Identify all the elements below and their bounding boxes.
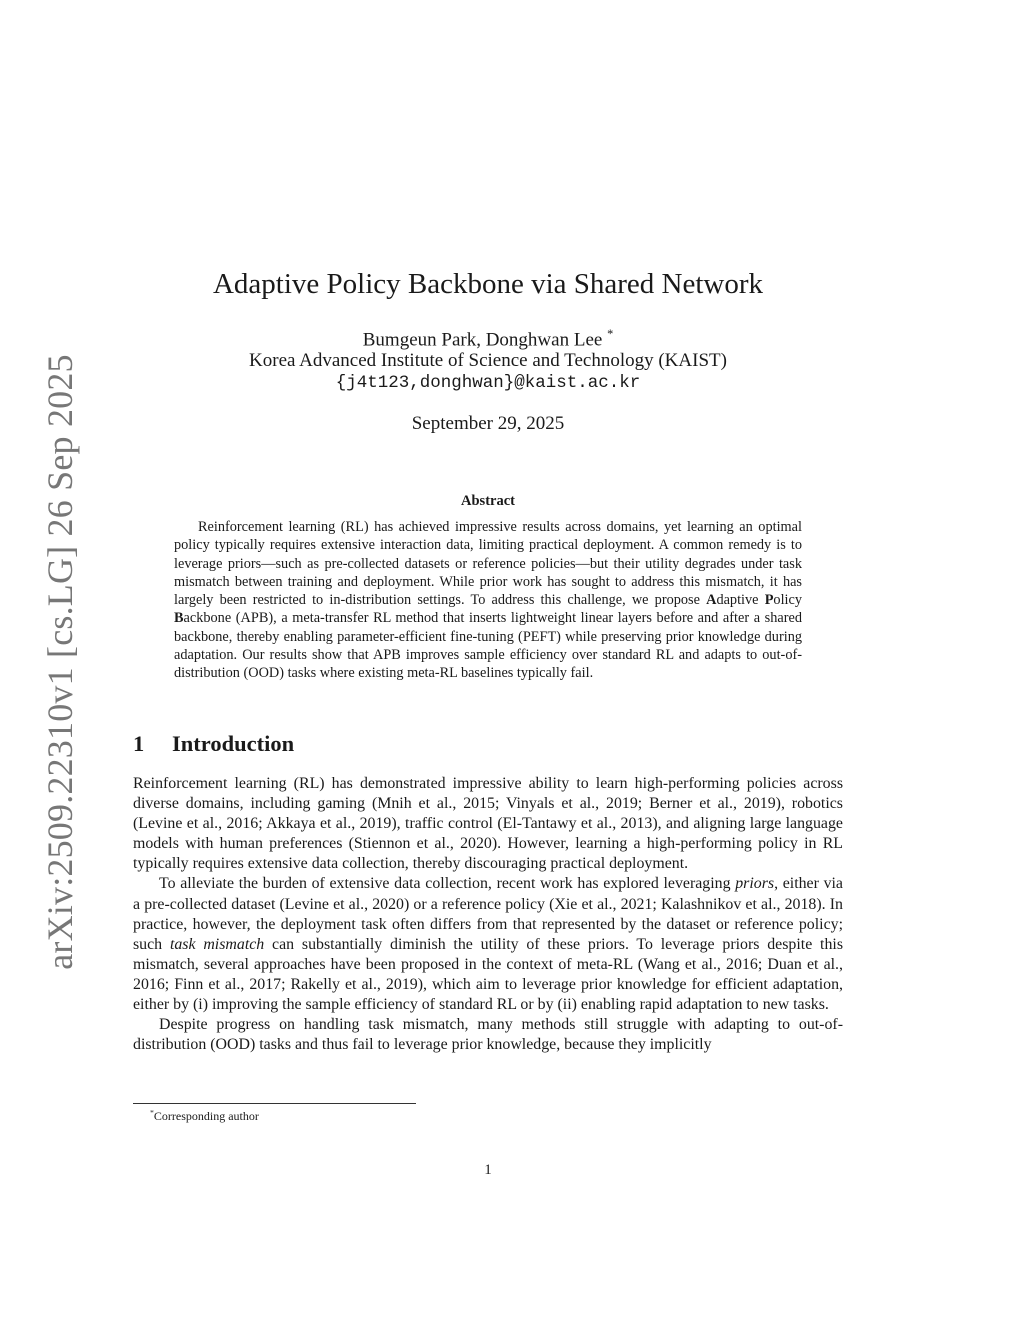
acronym-word-b: ackbone bbox=[183, 610, 232, 627]
abstract-part-1: Reinforcement learning (RL) has achieved impressive results across domains, yet learning an optimal policy typically requires extensive interaction data, limiting practical deployment. A common remedy is to leverage priors—such as pre-collected datasets or reference policies—but their utility degrades under task mismatch between training and deployment. While prior work has sought to address this mismatch, it has largely been restricted to in-distribution settings. To address this challenge, we propose bbox=[174, 519, 802, 609]
section-heading-introduction bbox=[133, 731, 294, 757]
intro-p2-part-2: , either via a pre-collected dataset (Levine et al., 2020) or a reference policy (Xie et al., 2021; Kalashnikov et al., 2018). In practice, however, the deployment task often differs from that represented by the dataset or reference policy; such bbox=[133, 875, 843, 953]
acronym-word-p: olicy bbox=[773, 592, 803, 609]
section-title: Introduction bbox=[172, 731, 295, 756]
acronym-letter-b: B bbox=[174, 610, 184, 627]
footnote bbox=[150, 1108, 259, 1124]
paper-date: September 29, 2025 bbox=[411, 413, 565, 434]
footnote-text: Corresponding author bbox=[153, 1109, 259, 1123]
acronym-word-a: daptive bbox=[716, 592, 765, 609]
page-number: 1 bbox=[484, 1162, 492, 1178]
section-number: 1 bbox=[133, 731, 145, 756]
intro-p2-part-1: To alleviate the burden of extensive data collection, recent work has explored leveraging bbox=[159, 875, 736, 893]
arxiv-identifier: arXiv:2509.22310v1 [cs.LG] 26 Sep 2025 bbox=[40, 354, 80, 970]
corresponding-author-mark: * bbox=[607, 327, 614, 341]
intro-p2-part-3: can substantially diminish the utility of these priors. To leverage priors despite this mismatch, several approaches have been proposed in the context of meta-RL (Wang et al., 2016; Duan et al., 2016; Finn et al., 2017; Rakelly et al., 2019), which aim to leverage prior knowledge for efficient adaptation, either by (i) improving the sample efficiency of standard RL or by (ii) enabling rapid adaptation to new tasks. bbox=[133, 935, 844, 1014]
emphasis-task-mismatch: task mismatch bbox=[169, 935, 265, 953]
author-line bbox=[0, 327, 976, 351]
introduction-body bbox=[133, 774, 843, 1055]
affiliation: Korea Advanced Institute of Science and Technology (KAIST) bbox=[249, 350, 727, 371]
intro-paragraph-1: Reinforcement learning (RL) has demonstrated impressive ability to learn high-performing policies across diverse domains, including gaming (Mnih et al., 2015; Vinyals et al., 2019; Berner et al., 2019), robotics (Levine et al., 2016; Akkaya et al., 2019), traffic control (El-Tantawy et al., 2013), and aligning large language models with human preferences (Stiennon et al., 2020). However, learning a high-performing policy in RL typically requires extensive data collection, thereby discouraging practical deployment. bbox=[133, 775, 843, 873]
acronym-letter-p: P bbox=[764, 592, 774, 609]
paper-title: Adaptive Policy Backbone via Shared Network bbox=[212, 268, 764, 300]
emphasis-priors: priors bbox=[735, 875, 775, 893]
acronym-letter-a: A bbox=[706, 592, 717, 609]
intro-paragraph-2 bbox=[133, 874, 843, 1015]
footnote-divider bbox=[133, 1103, 416, 1104]
author-email: {j4t123,donghwan}@kaist.ac.kr bbox=[335, 373, 641, 393]
author-names: Bumgeun Park, Donghwan Lee bbox=[362, 329, 603, 351]
intro-paragraph-3: Despite progress on handling task mismatch, many methods still struggle with adapting to out-of-distribution (OOD) tasks and thus fail to leverage prior knowledge, because they implicitly bbox=[133, 1016, 843, 1054]
abstract-heading: Abstract bbox=[461, 493, 515, 509]
abstract-part-2: (APB), a meta-transfer RL method that inserts lightweight linear layers before and after a shared backbone, thereby enabling parameter-efficient fine-tuning (PEFT) while preserving prior knowledge during adaptation. Our results show that APB improves sample efficiency over standard RL and adapts to out-of-distribution (OOD) tasks where existing meta-RL baselines typically fail. bbox=[174, 610, 802, 682]
footnote-mark: * bbox=[150, 1108, 154, 1117]
abstract-text bbox=[174, 518, 802, 683]
